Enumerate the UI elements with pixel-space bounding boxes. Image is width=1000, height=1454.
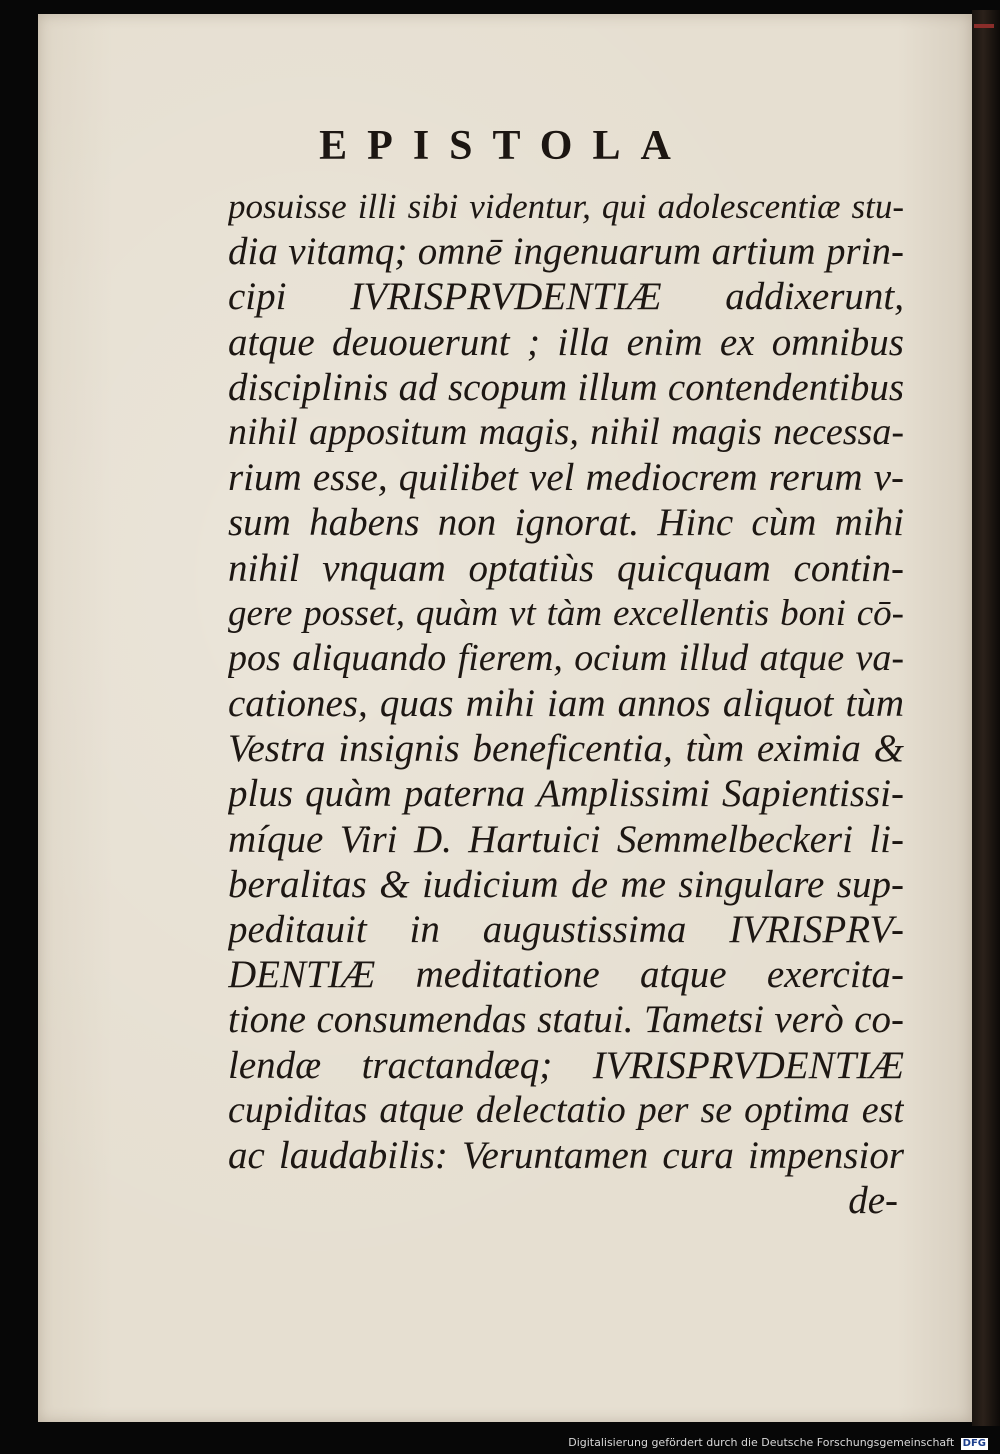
text-line-16: beralitas & iudicium de me singulare sup- <box>228 862 904 906</box>
spine-color-mark <box>974 24 994 28</box>
digitization-credit <box>568 1436 988 1450</box>
text-line-4: atque deuouerunt ; illa enim ex omnibus <box>228 320 904 364</box>
text-line-9: nihil vnquam optatiùs quicquam contin- <box>228 546 904 590</box>
book-page <box>38 14 972 1422</box>
text-line-20: lendæ tractandæq; IVRISPRVDENTIÆ <box>228 1043 904 1087</box>
text-line-15: míque Viri D. Hartuici Semmelbeckeri li- <box>228 817 904 861</box>
catchword: de- <box>848 1179 898 1223</box>
text-line-5: disciplinis ad scopum illum contendentibus <box>228 365 904 409</box>
text-line-10: gere posset, quàm vt tàm excellentis boni cō- <box>228 592 904 634</box>
text-line-14: plus quàm paterna Amplissimi Sapientissi- <box>228 772 904 816</box>
text-line-3: cipi IVRISPRVDENTIÆ addixerunt, <box>228 275 904 319</box>
text-line-7: rium esse, quilibet vel mediocrem rerum v- <box>228 456 904 500</box>
text-line-18: DENTIÆ meditatione atque exercita- <box>228 953 904 997</box>
text-line-17: peditauit in augustissima IVRISPRV- <box>228 908 904 951</box>
text-line-2: dia vitamq; omnē ingenuarum artium prin- <box>228 230 904 274</box>
book-spine <box>972 10 1000 1426</box>
dfg-logo: DFG <box>962 1438 986 1449</box>
text-line-6: nihil appositum magis, nihil magis necessa- <box>228 410 904 453</box>
text-line-12: cationes, quas mihi iam annos aliquot tùm <box>228 682 904 726</box>
text-line-19: tione consumendas statui. Tametsi verò co- <box>228 998 904 1042</box>
running-head: EPISTOLA <box>319 123 691 169</box>
text-line-8: sum habens non ignorat. Hinc cùm mihi <box>228 501 904 545</box>
credit-text: Digitalisierung gefördert durch die Deutsche Forschungsgemeinschaft <box>568 1436 955 1449</box>
text-line-13: Vestra insignis beneficentia, tùm eximia & <box>228 727 904 771</box>
text-line-11: pos aliquando fierem, ocium illud atque va- <box>228 636 904 679</box>
text-line-22: ac laudabilis: Veruntamen cura impensior <box>228 1133 904 1177</box>
text-line-1: posuisse illi sibi videntur, qui adolescentiæ stu- <box>228 187 904 226</box>
text-line-21: cupiditas atque delectatio per se optima est <box>228 1088 904 1131</box>
page-body <box>228 184 904 1223</box>
